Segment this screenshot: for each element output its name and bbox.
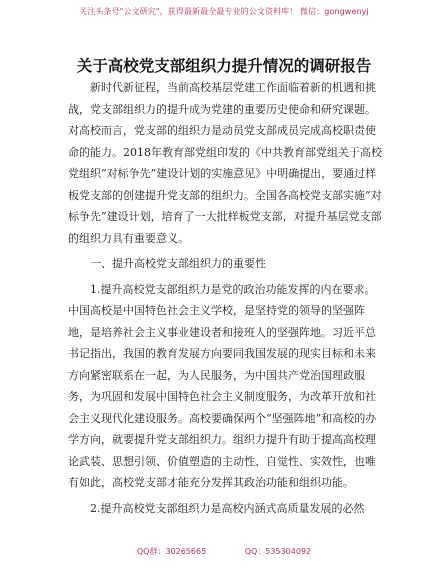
document-title: 关于高校党支部组织力提升情况的调研报告: [76, 57, 372, 75]
intro-paragraph: 新时代新征程，当前高校基层党建工作面临着新的机遇和挑战，党支部组织力的提升成为党建的重要历史使命和研究课题。对高校而言，党支部的组织力是动员党支部成员完成高校职责使命的能力。2018年教育部党组印发的《中共教育部党组关于高校党组织“对标争先”建设计划的实施意见》中明确提出，要通过样板党支部的创建提升党支部的组织力。全国各高校党支部实施“对标争先”建设计划，培育了一大批样板党支部，对提升基层党支部的组织力具有重要意义。: [68, 81, 382, 245]
promo-banner: 关注头条号"公文研究"，获得最新最全最专业的公文资料库！ 微信：gongwenyj: [79, 7, 369, 16]
point-2-title: 2.提升高校党支部组织力是高校内涵式高质量发展的必然: [90, 501, 365, 515]
point-1-body: 中国高校是中国特色社会主义学校，是坚持党的领导的坚强阵地，是培养社会主义事业建设者和接班人的坚强阵地。习近平总书记指出，我国的教育发展方向要同我国发展的现实目标和未来方向紧密联系在一起，为人民服务，为中国共产党治国理政服务，为巩固和发展中国特色社会主义制度服务，为改革开放和社会主义现代化建设服务。高校要确保两个“坚强阵地”和高校的办学方向，就要提升党支部组织力。组织力提升有助于提高高校理论武装、思想引领、价值塑造的主动性、自觉性、实效性，也唯有如此，高校党支部才能充分发挥其政治功能和组织功能。: [68, 304, 377, 489]
footer-qq-group: QQ群：30265665: [136, 547, 207, 556]
footer-qq: QQ：535304092: [244, 547, 312, 556]
document-body: [68, 77, 382, 519]
point-1-title: 1.提升高校党支部组织力是党的政治功能发挥的内在要求。: [90, 282, 376, 296]
section-heading: 一、提升高校党支部组织力的重要性: [90, 257, 266, 270]
footer-contact: [0, 546, 448, 557]
